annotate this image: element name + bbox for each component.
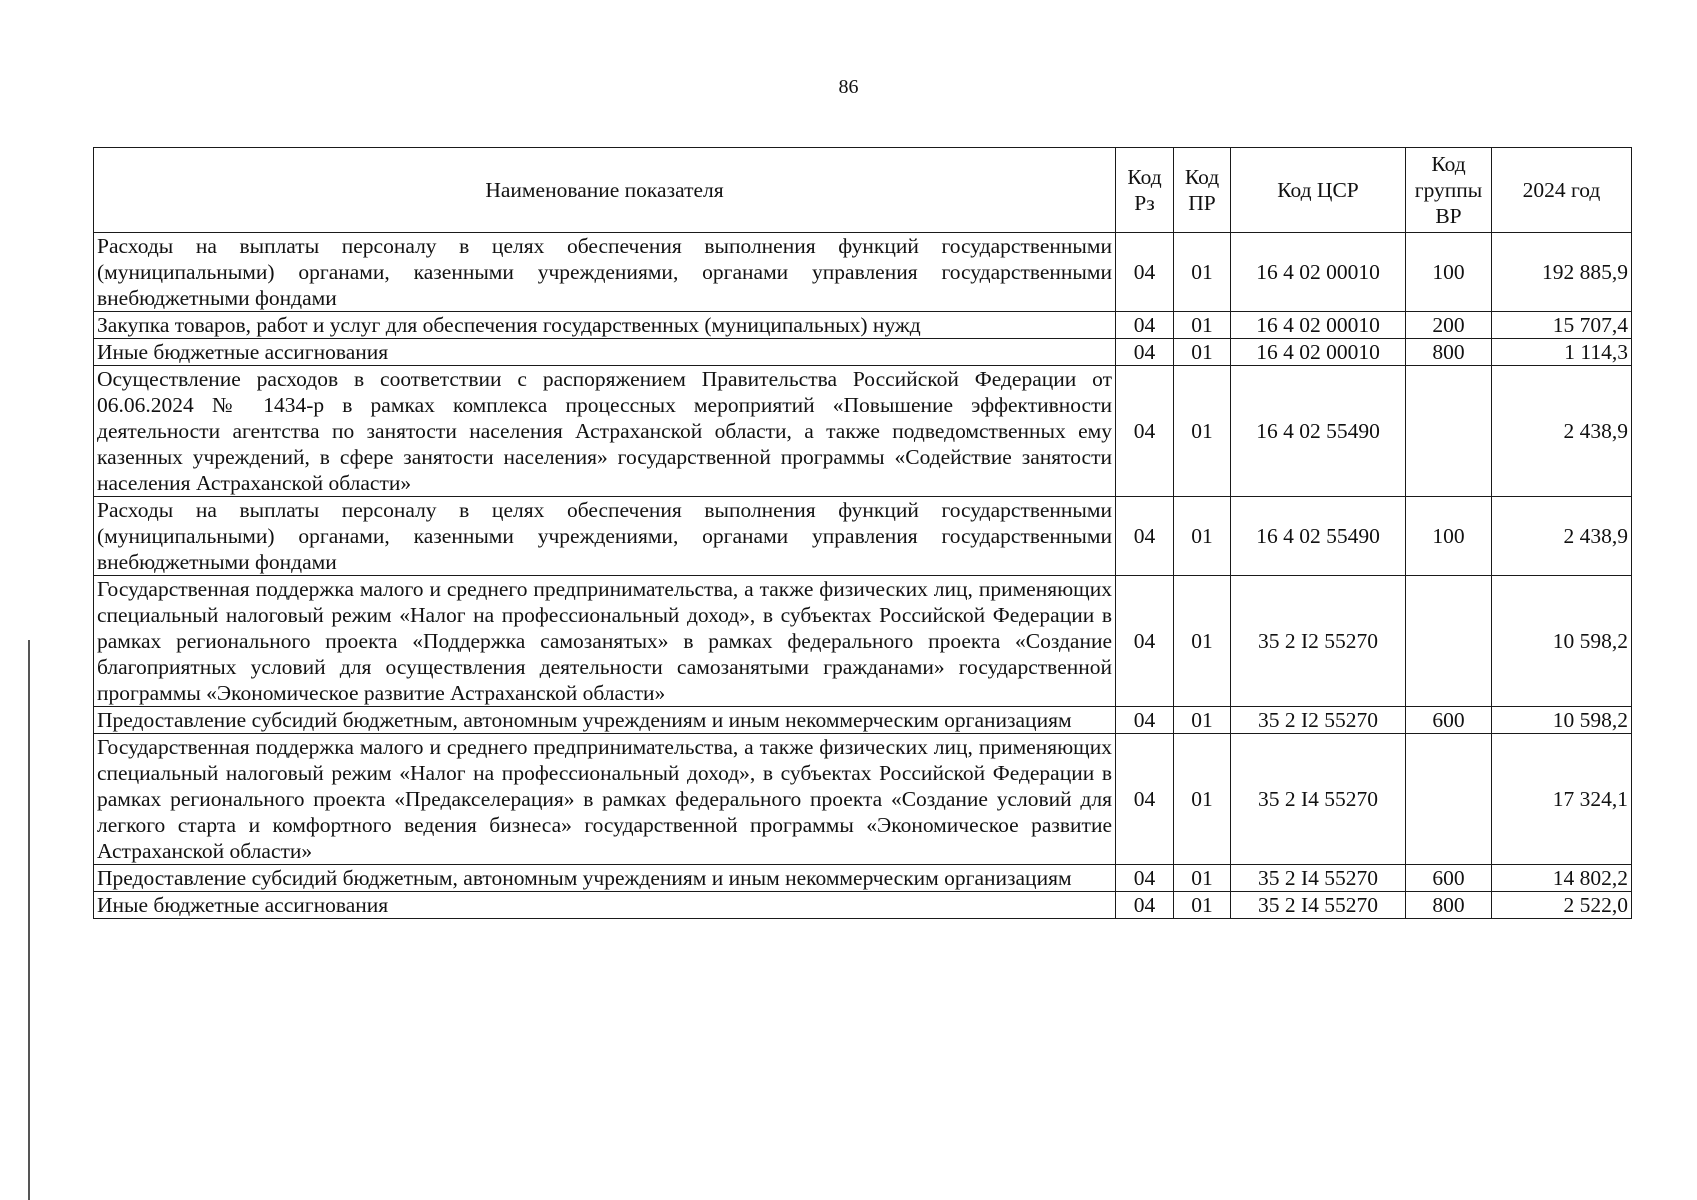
cell-vr: 800 (1406, 339, 1492, 366)
cell-amount: 15 707,4 (1492, 312, 1632, 339)
cell-name: Государственная поддержка малого и среднего предпринимательства, а также физических лиц, применяющих специальный налоговый режим «Налог на профессиональный доход», в субъектах Российской Федерации в рамках регионального проекта «Поддержка самозанятых» в рамках федерального проекта «Создание благоприятных условий для осуществления деятельности самозанятыми гражданами» государственной программы «Экономическое развитие Астраханской области» (94, 576, 1116, 707)
cell-vr: 100 (1406, 497, 1492, 576)
cell-pr: 01 (1174, 339, 1231, 366)
cell-pr: 01 (1174, 734, 1231, 865)
cell-csr: 16 4 02 00010 (1231, 339, 1406, 366)
cell-name: Государственная поддержка малого и среднего предпринимательства, а также физических лиц, применяющих специальный налоговый режим «Налог на профессиональный доход», в субъектах Российской Федерации в рамках регионального проекта «Предакселерация» в рамках федерального проекта «Создание условий для легкого старта и комфортного ведения бизнеса» государственной программы «Экономическое развитие Астраханской области» (94, 734, 1116, 865)
cell-rz: 04 (1116, 233, 1174, 312)
cell-vr: 800 (1406, 892, 1492, 919)
budget-table (93, 147, 1632, 919)
cell-rz: 04 (1116, 734, 1174, 865)
cell-pr: 01 (1174, 865, 1231, 892)
table-row (94, 233, 1632, 312)
table-row (94, 497, 1632, 576)
cell-name: Расходы на выплаты персоналу в целях обеспечения выполнения функций государственными (муниципальными) органами, казенными учреждениями, органами управления государственными внебюджетными фондами (94, 233, 1116, 312)
cell-vr (1406, 734, 1492, 865)
cell-pr: 01 (1174, 233, 1231, 312)
cell-csr: 35 2 I4 55270 (1231, 865, 1406, 892)
header-vr: Код группы ВР (1406, 148, 1492, 233)
header-pr: Код ПР (1174, 148, 1231, 233)
header-rz: Код Рз (1116, 148, 1174, 233)
table-row (94, 865, 1632, 892)
cell-rz: 04 (1116, 339, 1174, 366)
table-row (94, 707, 1632, 734)
cell-rz: 04 (1116, 707, 1174, 734)
cell-vr (1406, 576, 1492, 707)
cell-vr: 600 (1406, 865, 1492, 892)
cell-name: Закупка товаров, работ и услуг для обеспечения государственных (муниципальных) нужд (94, 312, 1116, 339)
cell-pr: 01 (1174, 707, 1231, 734)
table-row (94, 312, 1632, 339)
cell-csr: 16 4 02 00010 (1231, 312, 1406, 339)
table-row (94, 339, 1632, 366)
page-number: 86 (838, 76, 859, 98)
header-name: Наименование показателя (94, 148, 1116, 233)
cell-pr: 01 (1174, 366, 1231, 497)
cell-name: Осуществление расходов в соответствии с распоряжением Правительства Российской Федерации от 06.06.2024 № 1434-р в рамках комплекса процессных мероприятий «Повышение эффективности деятельности агентства по занятости населения Астраханской области, а также подведомственных ему казенных учреждений, в сфере занятости населения» государственной программы «Содействие занятости населения Астраханской области» (94, 366, 1116, 497)
cell-name: Иные бюджетные ассигнования (94, 892, 1116, 919)
cell-rz: 04 (1116, 366, 1174, 497)
cell-amount: 17 324,1 (1492, 734, 1632, 865)
cell-amount: 14 802,2 (1492, 865, 1632, 892)
cell-csr: 35 2 I2 55270 (1231, 576, 1406, 707)
cell-rz: 04 (1116, 892, 1174, 919)
cell-csr: 16 4 02 55490 (1231, 497, 1406, 576)
table-row (94, 576, 1632, 707)
cell-csr: 16 4 02 00010 (1231, 233, 1406, 312)
cell-csr: 16 4 02 55490 (1231, 366, 1406, 497)
cell-csr: 35 2 I4 55270 (1231, 892, 1406, 919)
cell-amount: 10 598,2 (1492, 576, 1632, 707)
cell-amount: 10 598,2 (1492, 707, 1632, 734)
cell-vr: 200 (1406, 312, 1492, 339)
cell-rz: 04 (1116, 865, 1174, 892)
cell-name: Предоставление субсидий бюджетным, автономным учреждениям и иным некоммерческим организациям (94, 865, 1116, 892)
table-row (94, 366, 1632, 497)
cell-rz: 04 (1116, 497, 1174, 576)
cell-csr: 35 2 I4 55270 (1231, 734, 1406, 865)
cell-pr: 01 (1174, 312, 1231, 339)
table-row (94, 734, 1632, 865)
header-csr: Код ЦСР (1231, 148, 1406, 233)
cell-amount: 2 522,0 (1492, 892, 1632, 919)
cell-amount: 2 438,9 (1492, 497, 1632, 576)
table-header-row (94, 148, 1632, 233)
cell-name: Расходы на выплаты персоналу в целях обеспечения выполнения функций государственными (муниципальными) органами, казенными учреждениями, органами управления государственными внебюджетными фондами (94, 497, 1116, 576)
cell-amount: 1 114,3 (1492, 339, 1632, 366)
cell-pr: 01 (1174, 892, 1231, 919)
cell-rz: 04 (1116, 312, 1174, 339)
table-row (94, 892, 1632, 919)
cell-vr: 100 (1406, 233, 1492, 312)
cell-name: Предоставление субсидий бюджетным, автономным учреждениям и иным некоммерческим организациям (94, 707, 1116, 734)
cell-rz: 04 (1116, 576, 1174, 707)
cell-pr: 01 (1174, 576, 1231, 707)
scan-margin-line (28, 640, 30, 1200)
cell-name: Иные бюджетные ассигнования (94, 339, 1116, 366)
cell-vr (1406, 366, 1492, 497)
cell-amount: 192 885,9 (1492, 233, 1632, 312)
cell-csr: 35 2 I2 55270 (1231, 707, 1406, 734)
header-year: 2024 год (1492, 148, 1632, 233)
cell-pr: 01 (1174, 497, 1231, 576)
cell-vr: 600 (1406, 707, 1492, 734)
cell-amount: 2 438,9 (1492, 366, 1632, 497)
